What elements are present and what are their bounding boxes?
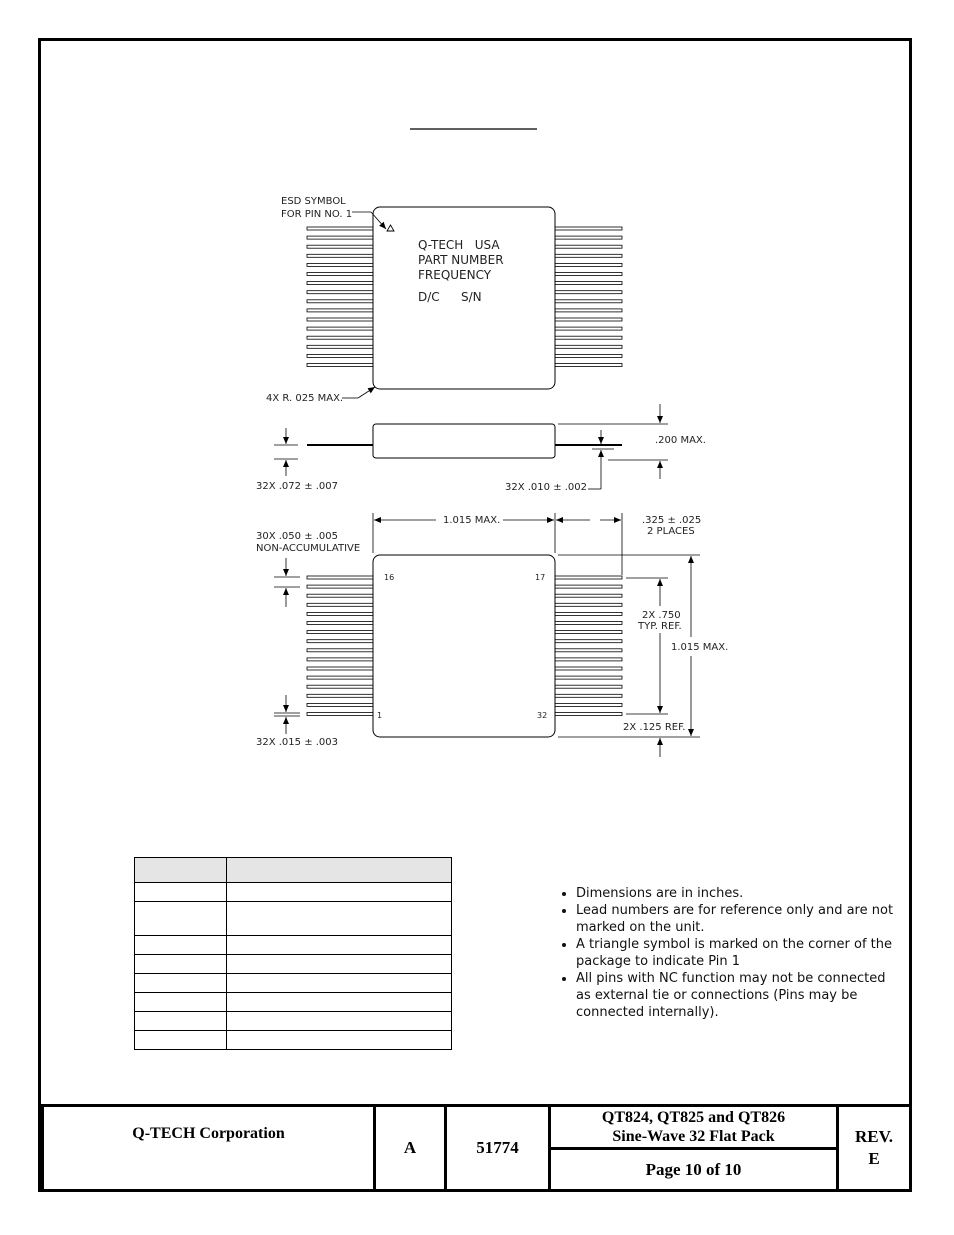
table-cell (227, 1031, 452, 1050)
lead (555, 291, 622, 294)
body-length-dim: 1.015 MAX. (671, 642, 729, 653)
lead (555, 336, 622, 339)
title-block (41, 1104, 912, 1192)
lead (307, 703, 373, 706)
lead (555, 273, 622, 276)
pin-32-label: 32 (537, 711, 548, 720)
table-cell (227, 993, 452, 1012)
pin-function-table (134, 857, 452, 1050)
lead (307, 649, 373, 652)
table-cell (135, 1031, 227, 1050)
lead (555, 263, 622, 266)
lead-width-total-dim: 32X .072 ± .007 (256, 481, 339, 492)
body-width-dim: 1.015 MAX. (443, 515, 501, 526)
radius-leader-diag (358, 387, 375, 398)
lead (307, 576, 373, 579)
lead (555, 676, 622, 679)
table-cell (227, 974, 452, 993)
lead (555, 585, 622, 588)
top-view-right-leads (555, 227, 622, 367)
lead (555, 594, 622, 597)
lead (307, 309, 373, 312)
lead (307, 345, 373, 348)
table-header-cell (227, 858, 452, 883)
edge-ref-dim: 2X .125 REF. (623, 722, 686, 733)
lead (307, 291, 373, 294)
lead (307, 336, 373, 339)
table-header-cell (135, 858, 227, 883)
esd-label-line1: ESD SYMBOL (281, 196, 346, 207)
table-cell (227, 902, 452, 936)
lead (307, 603, 373, 606)
pin-1-label: 1 (377, 711, 383, 720)
product-description (550, 1106, 838, 1149)
lead (307, 245, 373, 248)
lead (307, 612, 373, 615)
lead (555, 345, 622, 348)
lead (555, 245, 622, 248)
lead (555, 622, 622, 625)
table-row (135, 974, 452, 993)
lead (555, 685, 622, 688)
page-number: Page 10 of 10 (550, 1149, 838, 1191)
lead (307, 631, 373, 634)
table-row (135, 993, 452, 1012)
span-dim-line1: 2X .750 (642, 610, 681, 621)
company-name: Q-TECH Corporation (43, 1106, 375, 1191)
lead (307, 640, 373, 643)
lead (555, 309, 622, 312)
lead (307, 694, 373, 697)
lead (555, 658, 622, 661)
lead (307, 364, 373, 367)
lead (555, 236, 622, 239)
height-dim: .200 MAX. (655, 435, 706, 446)
lead (555, 364, 622, 367)
serial-number-label: S/N (461, 290, 482, 304)
table-row (135, 1031, 452, 1050)
lead (307, 713, 373, 716)
lead (555, 713, 622, 716)
table-cell (135, 1012, 227, 1031)
lead (307, 594, 373, 597)
lead (307, 318, 373, 321)
lead (555, 318, 622, 321)
revision (838, 1106, 911, 1191)
lead (555, 694, 622, 697)
lead (555, 282, 622, 285)
table-cell (227, 955, 452, 974)
span-dim-line2: TYP. REF. (638, 621, 682, 632)
top-view-left-leads (307, 227, 373, 367)
note-item: • All pins with NC function may not be connected as external tie or connections (Pins may be connected internally). (576, 970, 896, 1021)
table-row (135, 955, 452, 974)
lead (307, 685, 373, 688)
notes-list (548, 885, 896, 1021)
bottom-view-body (373, 555, 555, 737)
lead (307, 254, 373, 257)
revision-value: E (868, 1149, 880, 1168)
table-cell (227, 1012, 452, 1031)
table-cell (135, 883, 227, 902)
note-item: • A triangle symbol is marked on the corner of the package to indicate Pin 1 (576, 936, 896, 970)
lead (307, 300, 373, 303)
table-row (135, 936, 452, 955)
lead (307, 622, 373, 625)
lead-length-dim: .325 ± .025 (642, 515, 702, 526)
lead-width-dim: 32X .015 ± .003 (256, 737, 339, 748)
lead (555, 603, 622, 606)
table-cell (227, 883, 452, 902)
lead (307, 273, 373, 276)
table-row (135, 902, 452, 936)
lead (555, 327, 622, 330)
pitch-dim-line1: 30X .050 ± .005 (256, 531, 339, 542)
lead (555, 649, 622, 652)
pin-16-label: 16 (384, 573, 395, 582)
esd-label-line2: FOR PIN NO. 1 (281, 209, 353, 220)
table-cell (135, 955, 227, 974)
lead (307, 354, 373, 357)
lead (307, 263, 373, 266)
lead (307, 676, 373, 679)
top-view (266, 196, 622, 404)
lead (555, 703, 622, 706)
table-cell (135, 902, 227, 936)
lead (307, 667, 373, 670)
lead (555, 354, 622, 357)
revision-label: REV. (855, 1127, 893, 1146)
document-code: 51774 (446, 1106, 550, 1191)
pin-17-label: 17 (535, 573, 546, 582)
table-row (135, 883, 452, 902)
marking-line2: PART NUMBER (418, 253, 504, 267)
lead (307, 327, 373, 330)
note-item: • Dimensions are in inches. (576, 885, 896, 902)
lead (307, 236, 373, 239)
lead (555, 300, 622, 303)
pitch-dim-line2: NON-ACCUMULATIVE (256, 543, 361, 554)
side-view-body (373, 424, 555, 458)
note-item: • Lead numbers are for reference only and are not marked on the unit. (576, 902, 896, 936)
bottom-view-right-leads (555, 576, 622, 716)
bottom-view-left-leads (307, 576, 373, 716)
product-description-line2: Sine-Wave 32 Flat Pack (612, 1128, 775, 1145)
product-description-line1: QT824, QT825 and QT826 (601, 1109, 786, 1126)
size-code: A (375, 1106, 446, 1191)
lead (555, 640, 622, 643)
date-code-label: D/C (418, 290, 440, 304)
lead (307, 658, 373, 661)
lead (555, 227, 622, 230)
side-view (256, 404, 706, 493)
marking-line3: FREQUENCY (418, 268, 492, 282)
table-cell (135, 974, 227, 993)
lead (307, 227, 373, 230)
lead (555, 254, 622, 257)
table-row (135, 1012, 452, 1031)
marking-line1: Q-TECH USA (418, 238, 500, 252)
lead-thickness-dim: 32X .010 ± .002 (505, 482, 588, 493)
lead (555, 576, 622, 579)
bottom-view (256, 513, 728, 757)
corner-radius-note: 4X R. 025 MAX. (266, 393, 344, 404)
lead (307, 282, 373, 285)
table-cell (135, 993, 227, 1012)
lead-length-places: 2 PLACES (647, 526, 695, 537)
lead (555, 612, 622, 615)
lead (555, 667, 622, 670)
table-cell (227, 936, 452, 955)
table-header-row (135, 858, 452, 883)
lead (555, 631, 622, 634)
table-cell (135, 936, 227, 955)
lead (307, 585, 373, 588)
